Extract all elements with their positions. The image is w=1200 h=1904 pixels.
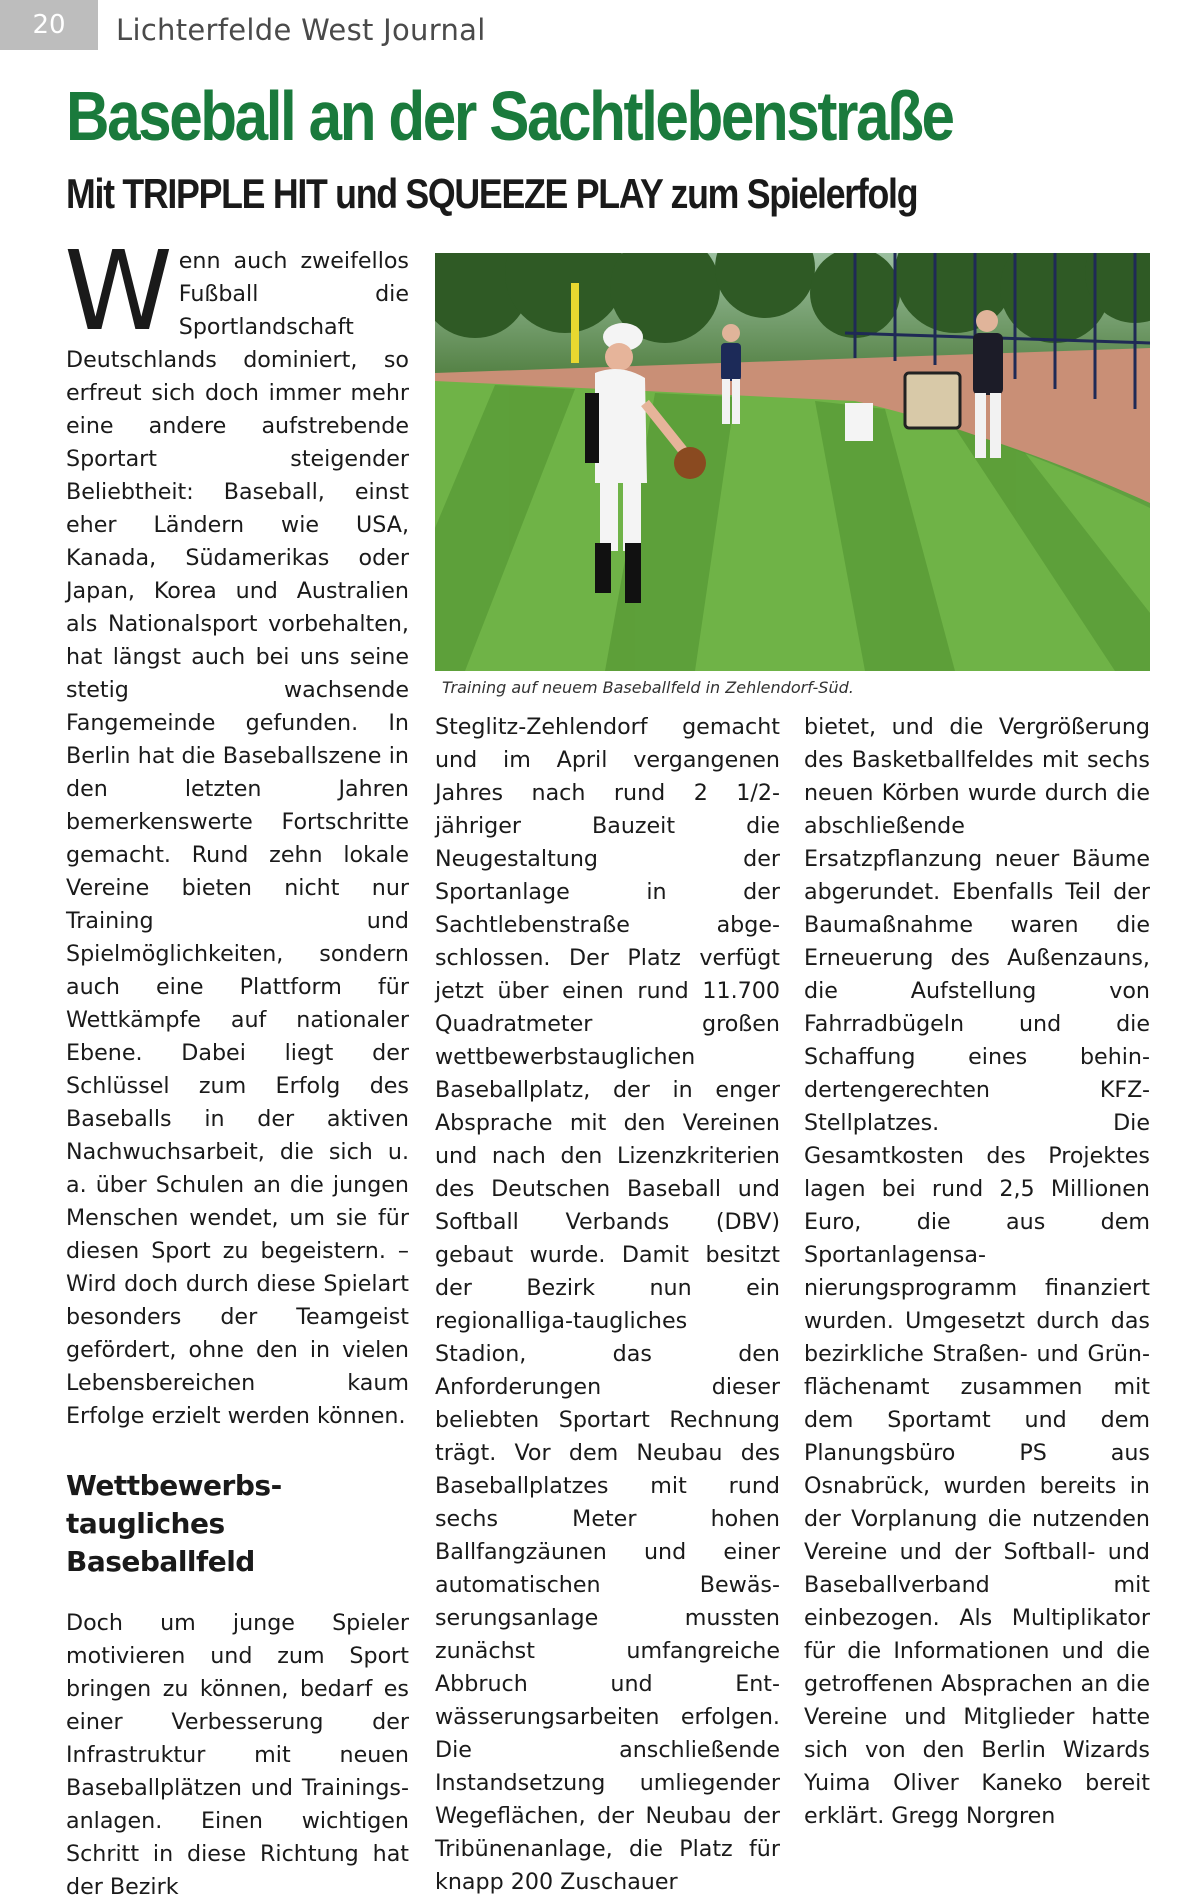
intro-paragraph: enn auch zweifellos Fußball die Sportlandschaft Deutschlands dominiert, so erfreut sich doch immer mehr eine andere aufstrebende Sportart steigender Beliebtheit: Baseball, einst eher Ländern wie USA, Kanada, Südamerikas oder Japan, Korea und Australien als Nationalsport vorbehalten, hat längst auch bei uns seine stetig wachsende Fangemeinde gefunden. In Berlin hat die Baseballszene in den letzten Jahren bemerkenswerte Fortschritte gemacht. Rund zehn lokale Vereine bieten nicht nur Training und Spielmöglichkeiten, sondern auch eine Plattform für Wettkämpfe auf nationaler Ebene. Dabei liegt der Schlüssel zum Erfolg des Baseballs in der aktiven Nachwuchsarbeit, die sich u. a. über Schulen an die jungen Menschen wendet, um sie für diesen Sport zu begeistern. – Wird doch durch diese Spielart besonders der Teamgeist gefördert, ohne den in vielen Lebensbereichen kaum Erfolge erzielt werden können.: [66, 248, 409, 1429]
article-headline: Baseball an der Sachtlebenstraße: [66, 77, 953, 155]
section-paragraph: Doch um junge Spieler motivieren und zum Sport bringen zu können, bedarf es einer Verbesserung der Infrastruktur mit neuen Baseballplätzen und Trainingsanlagen. Einen wichtigen Schritt in diese Richtung hat der Bezirk: [66, 1610, 409, 1900]
page-number: 20: [0, 0, 98, 50]
text-column-3: [804, 711, 1150, 1833]
text-column-1: [64, 227, 409, 1904]
journal-name: Lichterfelde West Journal: [116, 13, 486, 47]
text-column-2: [435, 711, 780, 1899]
photo-caption: Training auf neuem Baseballfeld in Zehlendorf-Süd.: [442, 678, 854, 697]
foul-pole: [571, 283, 579, 363]
section-heading: Wettbewerbstaugliches Baseballfeld: [66, 1469, 283, 1578]
column-2-paragraph: Steglitz-Zehlendorf gemacht und im April vergangenen Jahres nach rund 2 1/2-jähriger Bauzeit die Neugestaltung der Sportanlage in der Sachtlebenstraße abgeschlossen. Der Platz verfügt jetzt über einen rund 11.700 Quadratmeter großen wettbewerbstauglichen Baseballplatz, der in enger Absprache mit den Vereinen und nach den Lizenzkriterien des Deutschen Baseball und Softball Verbands (DBV) gebaut wurde. Damit besitzt der Bezirk nun ein regionalliga-taugliches Stadion, das den Anforderungen dieser beliebten Sportart Rechnung trägt. Vor dem Neubau des Baseballplatzes mit rund sechs Meter hohen Ballfangzäunen und einer automatischen Bewässerungsanlage mussten zunächst umfangreiche Abbruch und Entwässerungsarbeiten erfolgen. Die anschließende Instandsetzung umliegender Wegeflächen, der Neubau der Tribünenanlage, die Platz für knapp 200 Zuschauer: [435, 714, 780, 1895]
baseball-training-photo: [435, 253, 1150, 671]
column-3-paragraph: bietet, und die Vergrößerung des Basketballfeldes mit sechs neuen Körben wurde durch die abschließende Ersatzpflanzung neuer Bäume abgerundet. Ebenfalls Teil der Baumaßnahme waren die Erneuerung des Außenzauns, die Aufstellung von Fahrradbügeln und die Schaffung eines behindertengerechten KFZ-Stellplatzes. Die Gesamtkosten des Projektes lagen bei rund 2,5 Millionen Euro, die aus dem Sportanlagensanierungsprogramm finanziert wurden. Umgesetzt durch das bezirkliche Straßen- und Grünflächenamt zusammen mit dem Sportamt und dem Planungsbüro PS aus Osnabrück, wurden bereits in der Vorplanung die nutzenden Vereine und der Softball- und Baseballverband mit einbezogen. Als Multiplikator für die Informationen und die getroffenen Absprachen an die Vereine und Mitglieder hatte sich von den Berlin Wizards Yuima Oliver Kaneko bereit erklärt. Gregg Norgren: [804, 714, 1150, 1829]
article-subheadline: Mit TRIPPLE HIT und SQUEEZE PLAY zum Spielerfolg: [66, 170, 918, 217]
drop-cap: W: [64, 227, 173, 355]
